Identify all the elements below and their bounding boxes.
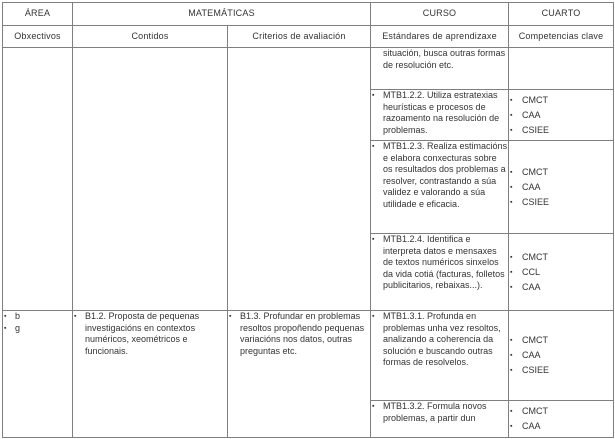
standard-text: MTB1.2.4. Identifica e interpreta datos e mensaxes de textos numéricos sinxelos da vida cotiá (facturas, folletos publicitarios, rebaixas...). [383, 234, 505, 290]
standard-text: MTB1.2.3. Realiza estimacións e elabora conxecturas sobre os resultados dos problemas a resolver, contrastando a súa validez e valorando a súa utilidade e eficacia. [383, 141, 508, 209]
standard-cell [371, 48, 509, 90]
header-row-2 [3, 26, 614, 48]
subheader-estandares: Estándares de aprendizaxe [371, 26, 509, 48]
bullet-icon: ▪ [4, 313, 7, 320]
standard-cell [371, 141, 509, 234]
competencia-label: CMCT [522, 251, 549, 262]
bullet-icon: ▪ [510, 253, 513, 261]
bullet-icon: ▪ [510, 268, 513, 276]
competencia-label: CMCT [522, 406, 549, 416]
competencia-label: CSIEE [522, 196, 550, 207]
competencia-label: CMCT [522, 166, 549, 177]
standard-cell [371, 401, 509, 438]
contidos-cell [73, 311, 228, 438]
competencias-cell [509, 141, 614, 234]
bullet-icon: ▪ [510, 423, 513, 430]
bullet-icon: ▪ [510, 183, 513, 191]
obxectivos-cell [3, 311, 73, 438]
competencia-label: CAA [522, 421, 541, 431]
competencia-label: CSIEE [522, 365, 550, 375]
bullet-icon: ▪ [510, 168, 513, 176]
standard-text: MTB1.2.2. Utiliza estratexias heurísticas e procesos de razoamento na resolución de problemas. [383, 90, 500, 135]
bullet-icon: ▪ [372, 313, 375, 320]
obxectivo-label: g [15, 322, 21, 333]
bullet-icon: ▪ [510, 367, 513, 374]
bullet-icon: ▪ [510, 352, 513, 359]
standard-row [3, 311, 614, 401]
criterios-cell-empty [228, 48, 371, 311]
header-curso: CURSO [371, 3, 509, 26]
bullet-icon: ▪ [229, 313, 232, 320]
header-materia: MATEMÁTICAS [73, 3, 371, 26]
header-area: ÁREA [3, 3, 73, 26]
competencias-cell [509, 234, 614, 311]
bullet-icon: ▪ [372, 92, 375, 99]
bullet-icon: ▪ [372, 236, 375, 243]
bullet-icon: ▪ [510, 337, 513, 344]
standard-cell [371, 311, 509, 401]
competencia-label: CAA [522, 281, 541, 292]
bullet-icon: ▪ [74, 313, 77, 320]
competencia-label: CMCT [522, 94, 549, 105]
competencia-label: CAA [522, 181, 541, 192]
standard-text: MTB1.3.2. Formula novos problemas, a partir dun [383, 401, 487, 423]
bullet-icon: ▪ [510, 408, 513, 415]
standard-text: situación, busca outras formas de resolución etc. [383, 48, 506, 70]
obxectivo-label: b [15, 311, 21, 321]
standard-cell [371, 234, 509, 311]
competencias-cell [509, 90, 614, 141]
header-grade: CUARTO [509, 3, 614, 26]
contido-text: B1.2. Proposta de pequenas investigacións en contextos numéricos, xeométricos e funcionais. [85, 311, 200, 356]
competencia-label: CCL [522, 266, 541, 277]
bullet-icon: ▪ [510, 198, 513, 206]
bullet-icon: ▪ [4, 324, 7, 332]
bullet-icon: ▪ [510, 283, 513, 291]
competencia-label: CSIEE [522, 124, 550, 135]
bullet-icon: ▪ [510, 111, 513, 119]
bullet-icon: ▪ [510, 126, 513, 134]
subheader-obxectivos: Obxectivos [3, 26, 73, 48]
standard-text: MTB1.3.1. Profunda en problemas unha vez resoltos, analizando a coherencia da solución e buscando outras formas de resolvelos. [383, 311, 501, 367]
standard-cell [371, 90, 509, 141]
competencias-cell [509, 401, 614, 438]
subheader-competencias: Competencias clave [509, 26, 614, 48]
competencia-label: CAA [522, 350, 541, 360]
subheader-contidos: Contidos [73, 26, 228, 48]
competencia-label: CMCT [522, 335, 549, 345]
competencias-cell [509, 311, 614, 401]
bullet-icon: ▪ [510, 96, 513, 104]
competencia-label: CAA [522, 109, 541, 120]
competencias-cell-empty [509, 48, 614, 90]
obxectivos-cell-empty [3, 48, 73, 311]
bullet-icon: ▪ [372, 403, 375, 410]
bullet-icon: ▪ [372, 143, 375, 150]
standard-row [3, 48, 614, 90]
criterio-text: B1.3. Profundar en problemas resoltos propoñendo pequenas variacións nos datos, outras preguntas etc. [240, 311, 365, 356]
curriculum-table [2, 2, 614, 438]
header-row-1 [3, 3, 614, 26]
subheader-criterios: Criterios de avaliación [228, 26, 371, 48]
criterios-cell [228, 311, 371, 438]
contidos-cell-empty [73, 48, 228, 311]
